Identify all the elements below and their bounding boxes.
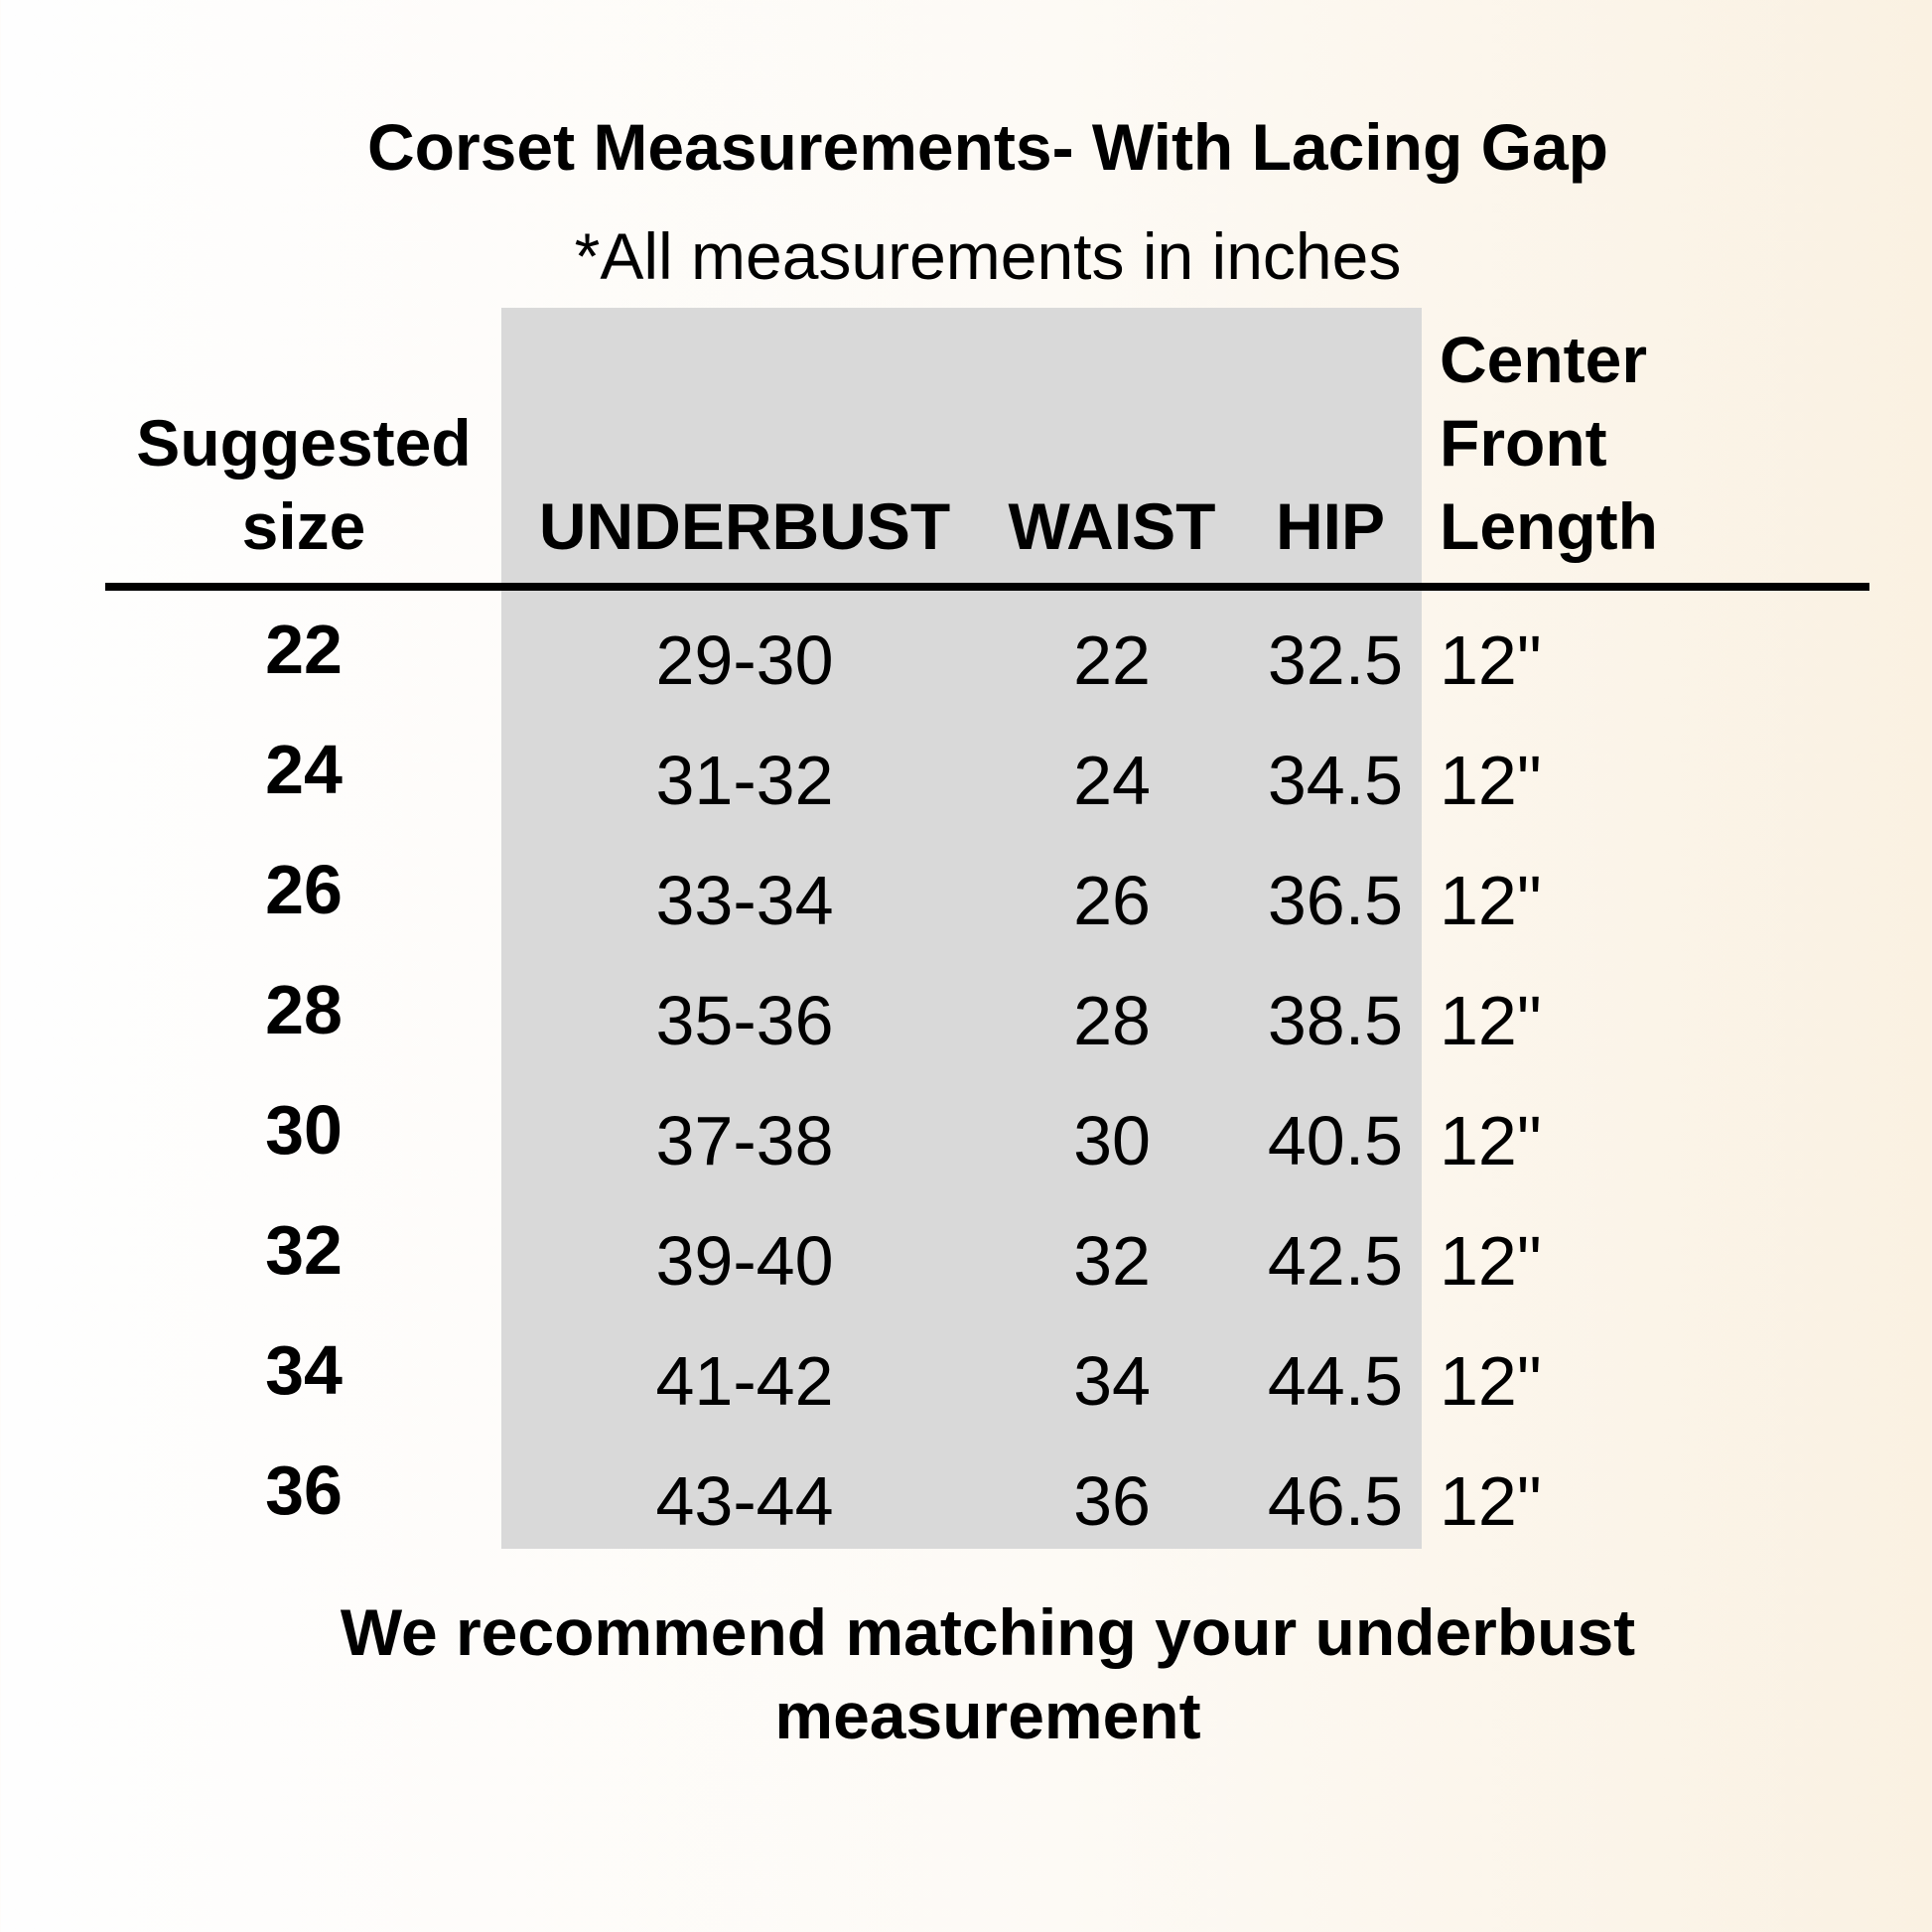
cell-underbust: 35-36 <box>655 982 834 1059</box>
cell-size: 30 <box>265 1091 343 1169</box>
cell-hip: 40.5 <box>1267 1102 1404 1179</box>
units-note: *All measurements in inches <box>574 219 1402 293</box>
table-row <box>0 726 1932 846</box>
cell-underbust: 31-32 <box>655 742 834 819</box>
table-row <box>0 1326 1932 1447</box>
table-row <box>0 1447 1932 1567</box>
cell-center-front-length: 12" <box>1440 742 1542 819</box>
cell-hip: 36.5 <box>1267 862 1404 939</box>
cell-hip: 42.5 <box>1267 1222 1404 1300</box>
cell-underbust: 41-42 <box>655 1342 834 1420</box>
table-row <box>0 1206 1932 1326</box>
header-cfl-line3: Length <box>1440 489 1658 563</box>
cell-size: 26 <box>265 851 343 928</box>
cell-hip: 32.5 <box>1267 621 1404 699</box>
cell-size: 34 <box>265 1331 343 1409</box>
cell-waist: 36 <box>1073 1462 1151 1540</box>
table-row <box>0 846 1932 966</box>
cell-center-front-length: 12" <box>1440 982 1542 1059</box>
recommendation-note <box>0 1590 1932 1757</box>
cell-center-front-length: 12" <box>1440 1342 1542 1420</box>
cell-center-front-length: 12" <box>1440 862 1542 939</box>
cell-center-front-length: 12" <box>1440 1462 1542 1540</box>
recommendation-line1: We recommend matching your underbust <box>340 1595 1636 1669</box>
cell-size: 24 <box>265 731 343 808</box>
cell-underbust: 37-38 <box>655 1102 834 1179</box>
cell-hip: 44.5 <box>1267 1342 1404 1420</box>
header-underbust: UNDERBUST <box>538 489 951 563</box>
cell-waist: 22 <box>1073 621 1151 699</box>
cell-hip: 34.5 <box>1267 742 1404 819</box>
recommendation-line2: measurement <box>774 1679 1201 1752</box>
header-cfl-line2: Front <box>1440 406 1607 480</box>
cell-waist: 24 <box>1073 742 1151 819</box>
header-cfl-line1: Center <box>1440 323 1648 396</box>
cell-size: 28 <box>265 971 343 1048</box>
header-divider <box>105 583 1869 591</box>
table-row <box>0 966 1932 1086</box>
cell-center-front-length: 12" <box>1440 1222 1542 1300</box>
cell-underbust: 29-30 <box>655 621 834 699</box>
cell-waist: 34 <box>1073 1342 1151 1420</box>
cell-waist: 28 <box>1073 982 1151 1059</box>
cell-waist: 32 <box>1073 1222 1151 1300</box>
chart-title: Corset Measurements- With Lacing Gap <box>367 110 1608 184</box>
cell-hip: 46.5 <box>1267 1462 1404 1540</box>
table-row <box>0 606 1932 726</box>
header-suggested-size <box>105 401 502 568</box>
cell-center-front-length: 12" <box>1440 621 1542 699</box>
cell-underbust: 39-40 <box>655 1222 834 1300</box>
cell-waist: 30 <box>1073 1102 1151 1179</box>
cell-waist: 26 <box>1073 862 1151 939</box>
cell-size: 22 <box>265 611 343 688</box>
header-hip: HIP <box>1275 489 1386 563</box>
cell-hip: 38.5 <box>1267 982 1404 1059</box>
cell-size: 36 <box>265 1451 343 1529</box>
header-center-front-length <box>1440 318 1857 568</box>
table-row <box>0 1086 1932 1206</box>
header-size-line2: size <box>241 489 366 563</box>
header-size-line1: Suggested <box>136 406 472 480</box>
cell-size: 32 <box>265 1211 343 1289</box>
cell-center-front-length: 12" <box>1440 1102 1542 1179</box>
size-table-body <box>0 606 1932 1567</box>
cell-underbust: 33-34 <box>655 862 834 939</box>
cell-underbust: 43-44 <box>655 1462 834 1540</box>
header-waist: WAIST <box>1008 489 1216 563</box>
